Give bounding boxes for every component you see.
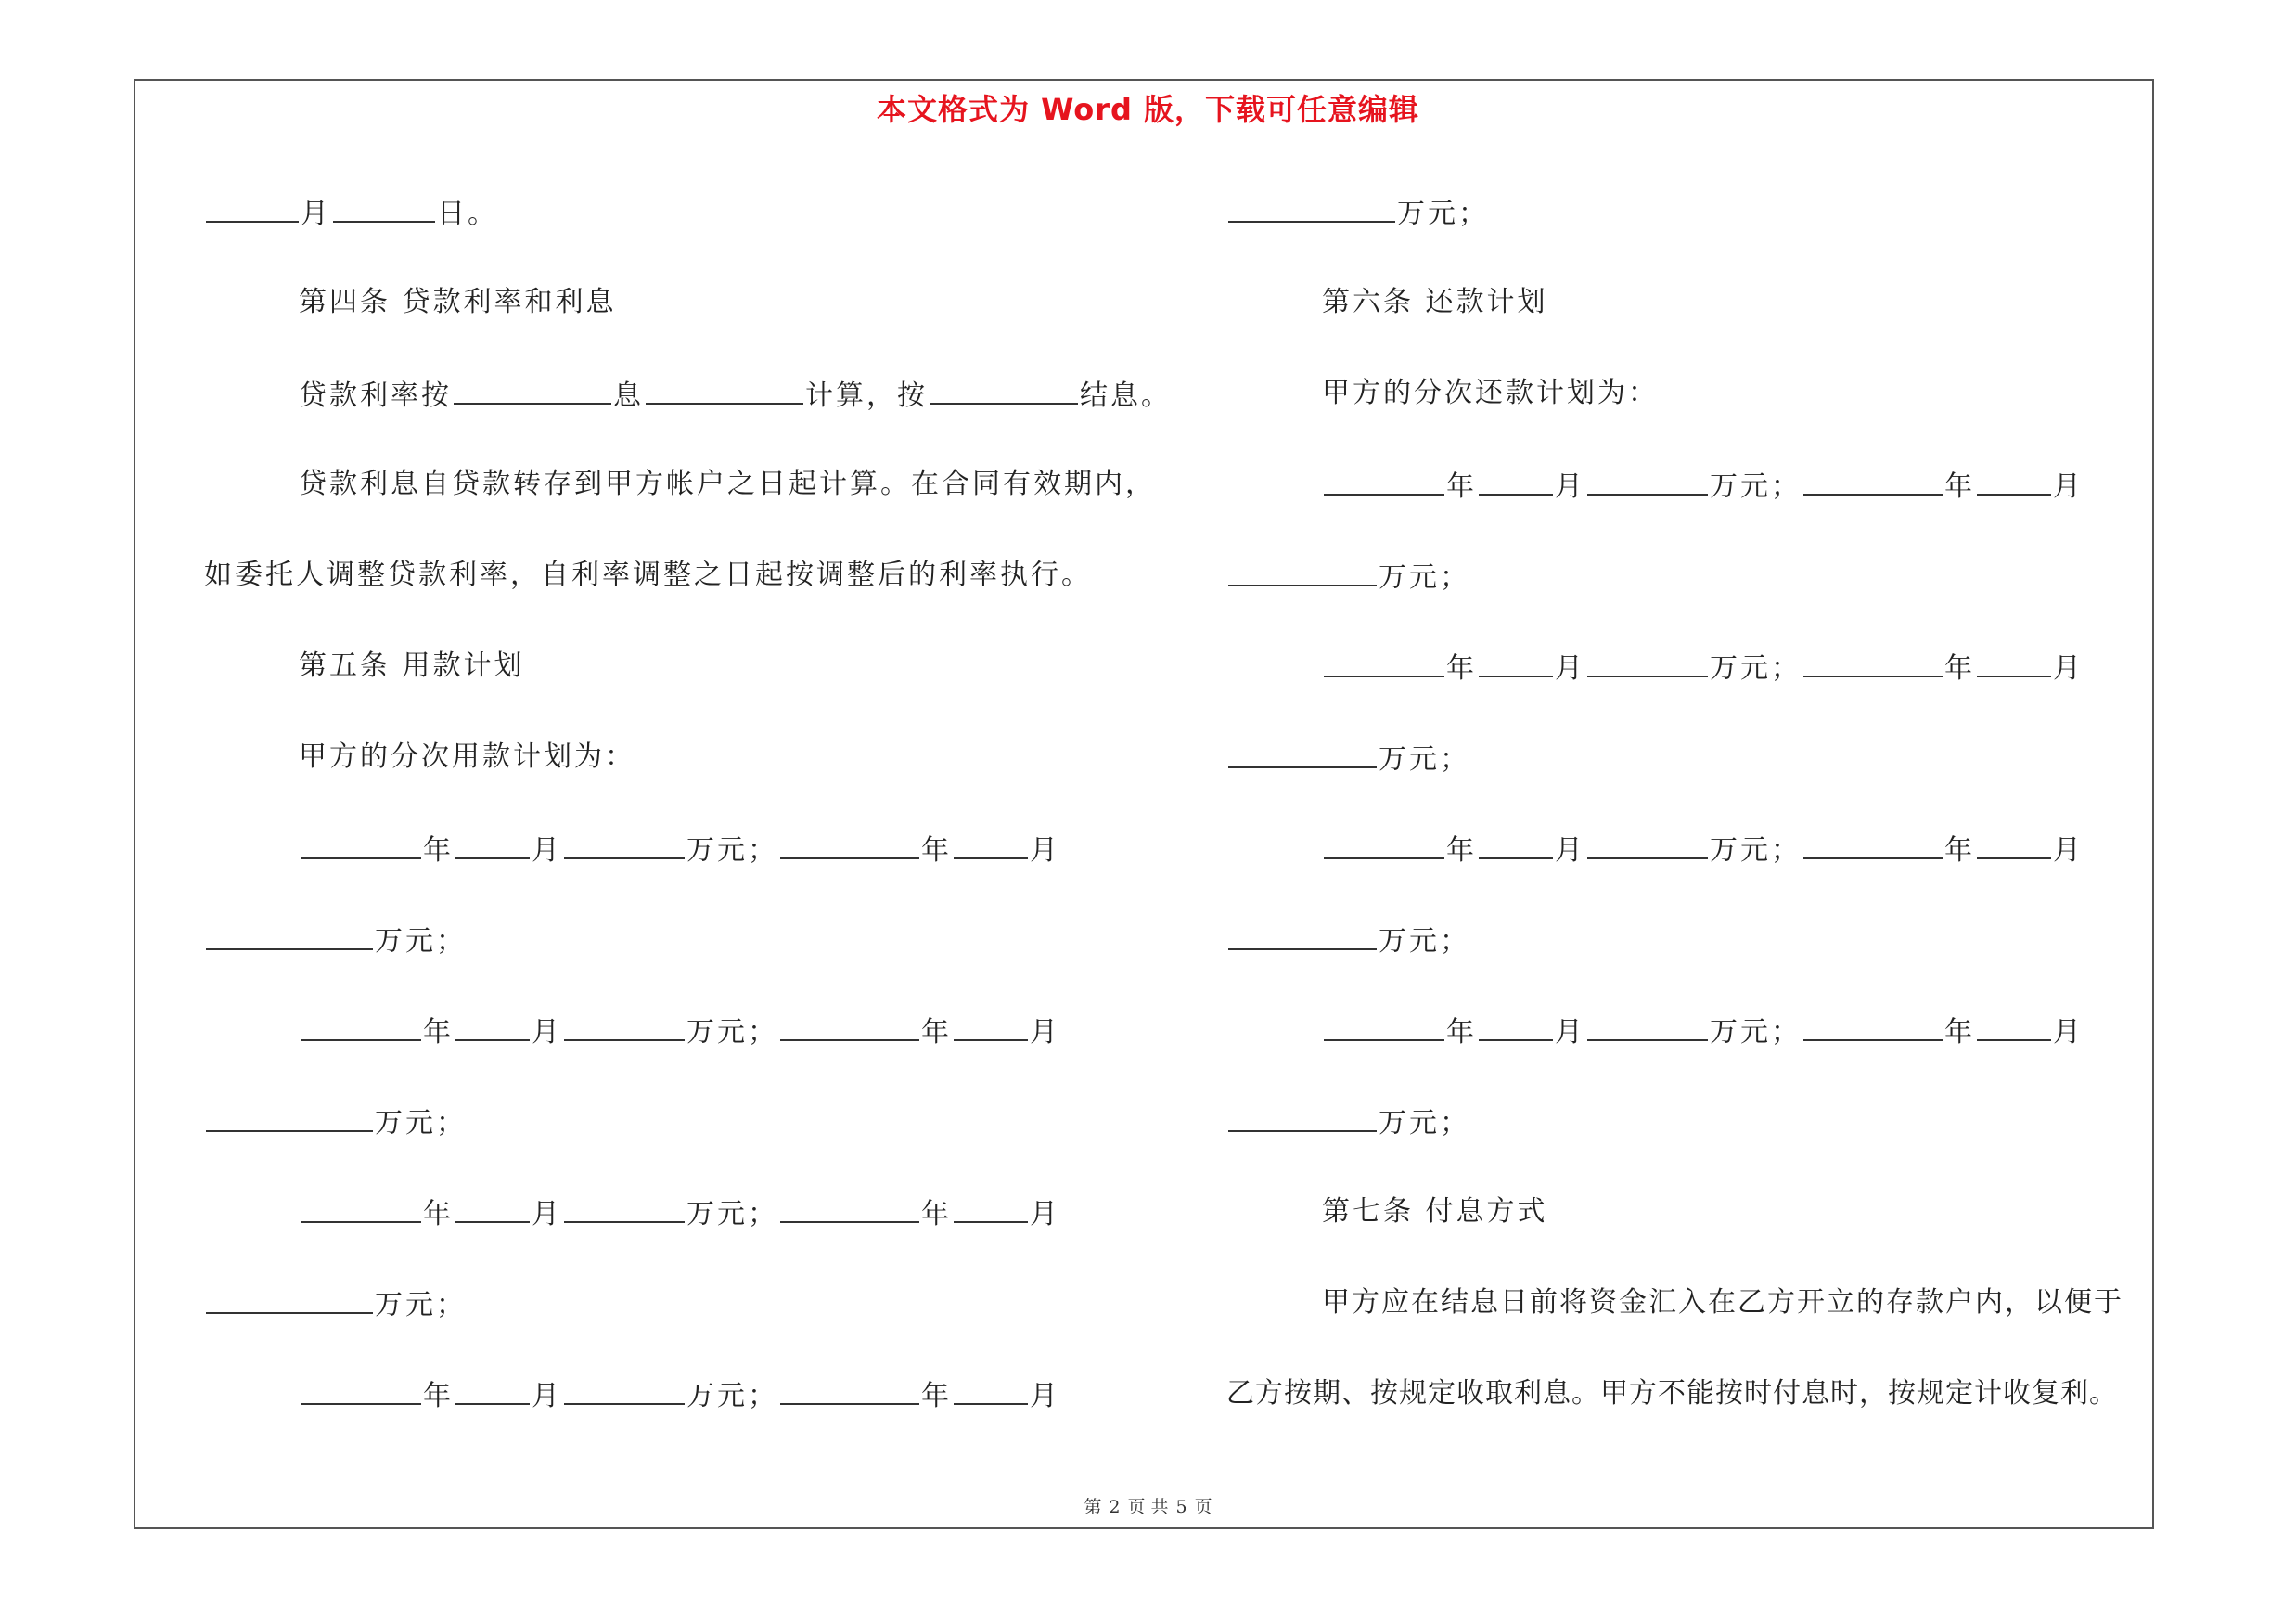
blank[interactable]	[1803, 466, 1943, 496]
calc-label: 计算，按	[805, 380, 928, 412]
month-unit: 月	[2053, 470, 2084, 503]
footer-suffix: 页	[1194, 1497, 1212, 1517]
amount-unit: 万元；	[686, 834, 778, 867]
blank[interactable]	[954, 1011, 1028, 1041]
month-unit: 月	[532, 1198, 562, 1230]
schedule-amount-row	[1226, 1102, 1470, 1142]
article-4-title: 第四条 贷款利率和利息	[299, 286, 617, 318]
blank[interactable]	[1977, 466, 2051, 496]
year-unit: 年	[921, 1198, 952, 1230]
blank[interactable]	[455, 1193, 530, 1223]
format-banner: 本文格式为 Word 版，下载可任意编辑	[876, 92, 1420, 127]
amount-unit: 万元；	[686, 1380, 778, 1412]
month-unit: 月	[1030, 834, 1060, 867]
amount-unit: 万元；	[1710, 1016, 1802, 1049]
schedule-amount-row	[204, 1284, 467, 1324]
blank[interactable]	[954, 1375, 1028, 1405]
schedule-amount-row	[1226, 193, 1489, 233]
blank[interactable]	[1803, 1011, 1943, 1041]
amount-unit: 万元；	[686, 1016, 778, 1049]
blank[interactable]	[301, 830, 421, 859]
blank[interactable]	[1803, 648, 1943, 677]
blank[interactable]	[1228, 193, 1395, 223]
blank[interactable]	[646, 375, 803, 405]
blank[interactable]	[455, 1375, 530, 1405]
blank[interactable]	[564, 830, 685, 859]
blank[interactable]	[1228, 739, 1377, 768]
blank[interactable]	[1228, 921, 1377, 950]
article-5-intro: 甲方的分次用款计划为：	[299, 741, 635, 773]
blank[interactable]	[301, 1193, 421, 1223]
schedule-row	[1322, 466, 2084, 506]
article-4-rate-line	[299, 375, 1172, 415]
year-unit: 年	[423, 1380, 454, 1412]
year-unit: 年	[1446, 1016, 1477, 1049]
month-unit: 月	[1030, 1016, 1060, 1049]
article-6-title: 第六条 还款计划	[1322, 286, 1548, 318]
amount-unit: 万元；	[1379, 925, 1470, 958]
amount-unit: 万元；	[375, 1289, 467, 1321]
blank[interactable]	[780, 1193, 919, 1223]
year-unit: 年	[921, 834, 952, 867]
schedule-row	[299, 1193, 1060, 1233]
article-7-title: 第七条 付息方式	[1322, 1195, 1548, 1228]
blank[interactable]	[1324, 648, 1444, 677]
blank[interactable]	[1587, 830, 1708, 859]
year-unit: 年	[1944, 652, 1975, 685]
page-footer	[0, 1495, 2296, 1519]
blank[interactable]	[333, 193, 435, 223]
blank[interactable]	[455, 1011, 530, 1041]
amount-unit: 万元；	[1710, 834, 1802, 867]
month-unit: 月	[2053, 652, 2084, 685]
year-unit: 年	[1944, 834, 1975, 867]
amount-unit: 万元；	[1710, 470, 1802, 503]
article-4-paragraph-line-1: 贷款利息自贷款转存到甲方帐户之日起计算。在合同有效期内，	[299, 468, 1156, 500]
blank[interactable]	[1977, 1011, 2051, 1041]
settle-label: 结息。	[1080, 380, 1172, 412]
blank[interactable]	[930, 375, 1078, 405]
schedule-row	[1322, 648, 2084, 688]
blank[interactable]	[780, 1375, 919, 1405]
amount-unit: 万元；	[375, 925, 467, 958]
footer-mid: 页 共	[1127, 1497, 1169, 1517]
blank[interactable]	[301, 1375, 421, 1405]
total-page-number: 5	[1175, 1497, 1187, 1517]
schedule-amount-row	[204, 921, 467, 960]
blank[interactable]	[780, 830, 919, 859]
blank[interactable]	[1977, 830, 2051, 859]
schedule-row	[1322, 1011, 2084, 1051]
blank[interactable]	[1479, 830, 1553, 859]
month-unit: 月	[532, 1380, 562, 1412]
schedule-row	[299, 830, 1060, 869]
article-6-intro: 甲方的分次还款计划为：	[1322, 377, 1659, 409]
amount-unit: 万元；	[1379, 1107, 1470, 1140]
blank[interactable]	[1587, 648, 1708, 677]
blank[interactable]	[1587, 466, 1708, 496]
month-unit: 月	[1555, 652, 1585, 685]
article-4-paragraph-line-2: 如委托人调整贷款利率，自利率调整之日起按调整后的利率执行。	[204, 559, 1092, 591]
blank[interactable]	[564, 1193, 685, 1223]
year-unit: 年	[1944, 470, 1975, 503]
year-unit: 年	[1446, 470, 1477, 503]
schedule-amount-row	[204, 1102, 467, 1142]
month-unit: 月	[1555, 470, 1585, 503]
day-unit: 日。	[437, 198, 498, 230]
blank[interactable]	[1977, 648, 2051, 677]
footer-prefix: 第	[1084, 1497, 1102, 1517]
blank[interactable]	[1479, 466, 1553, 496]
article-5-title: 第五条 用款计划	[299, 650, 525, 682]
month-unit: 月	[2053, 1016, 2084, 1049]
blank[interactable]	[1479, 648, 1553, 677]
blank[interactable]	[1587, 1011, 1708, 1041]
blank[interactable]	[206, 1102, 373, 1132]
amount-unit: 万元；	[1397, 198, 1489, 230]
blank[interactable]	[206, 193, 299, 223]
blank[interactable]	[1479, 1011, 1553, 1041]
article-7-paragraph-line-2: 乙方按期、按规定收取利息。甲方不能按时付息时，按规定计收复利。	[1226, 1377, 2118, 1410]
month-unit: 月	[532, 1016, 562, 1049]
amount-unit: 万元；	[1710, 652, 1802, 685]
amount-unit: 万元；	[686, 1198, 778, 1230]
blank[interactable]	[564, 1375, 685, 1405]
amount-unit: 万元；	[375, 1107, 467, 1140]
month-unit: 月	[2053, 834, 2084, 867]
year-unit: 年	[1446, 834, 1477, 867]
amount-unit: 万元；	[1379, 561, 1470, 594]
blank[interactable]	[954, 830, 1028, 859]
current-page-number: 2	[1109, 1497, 1121, 1517]
year-unit: 年	[921, 1380, 952, 1412]
year-unit: 年	[921, 1016, 952, 1049]
blank[interactable]	[455, 830, 530, 859]
date-line	[204, 193, 498, 233]
blank[interactable]	[206, 1284, 373, 1314]
year-unit: 年	[423, 1016, 454, 1049]
blank[interactable]	[1324, 830, 1444, 859]
month-unit: 月	[1555, 834, 1585, 867]
month-unit: 月	[532, 834, 562, 867]
schedule-amount-row	[1226, 739, 1470, 779]
blank[interactable]	[564, 1011, 685, 1041]
blank[interactable]	[1324, 1011, 1444, 1041]
amount-unit: 万元；	[1379, 743, 1470, 776]
year-unit: 年	[1446, 652, 1477, 685]
month-unit: 月	[1555, 1016, 1585, 1049]
blank[interactable]	[1324, 466, 1444, 496]
article-7-paragraph-line-1: 甲方应在结息日前将资金汇入在乙方开立的存款户内，以便于	[1322, 1286, 2123, 1319]
blank[interactable]	[301, 1011, 421, 1041]
blank[interactable]	[1228, 557, 1377, 586]
blank[interactable]	[206, 921, 373, 950]
month-unit: 月	[1030, 1198, 1060, 1230]
blank[interactable]	[780, 1011, 919, 1041]
blank[interactable]	[454, 375, 611, 405]
rate-label: 贷款利率按	[299, 380, 452, 412]
interest-label: 息	[613, 380, 644, 412]
blank[interactable]	[1228, 1102, 1377, 1132]
schedule-row	[299, 1375, 1060, 1415]
year-unit: 年	[1944, 1016, 1975, 1049]
month-unit: 月	[1030, 1380, 1060, 1412]
year-unit: 年	[423, 834, 454, 867]
schedule-row	[299, 1011, 1060, 1051]
blank[interactable]	[1803, 830, 1943, 859]
schedule-row	[1322, 830, 2084, 869]
schedule-amount-row	[1226, 557, 1470, 597]
year-unit: 年	[423, 1198, 454, 1230]
schedule-amount-row	[1226, 921, 1470, 960]
month-unit: 月	[301, 198, 331, 230]
blank[interactable]	[954, 1193, 1028, 1223]
